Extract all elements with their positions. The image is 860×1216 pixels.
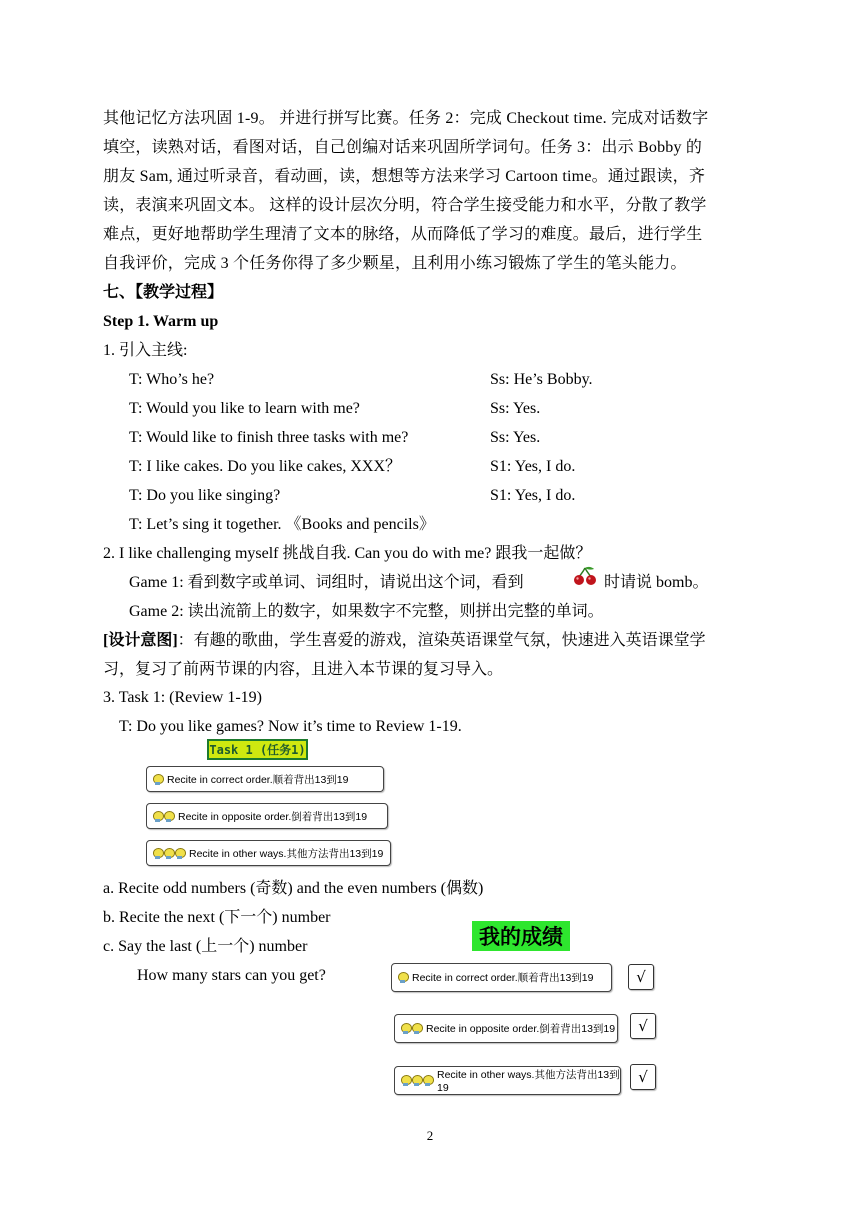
task-option-2 — [146, 803, 388, 829]
score-option-3 — [394, 1066, 621, 1095]
dialogue-teacher-5: T: Do you like singing? — [129, 487, 281, 504]
item3-teacher-line: T: Do you like games? Now it’s time to Review 1-19. — [119, 718, 462, 735]
score-option-text: Recite in other ways.其他方法背出13到19 — [437, 1069, 620, 1094]
task-option-text: Recite in correct order.顺着背出13到19 — [167, 773, 349, 786]
dialogue-student-5: S1: Yes, I do. — [490, 487, 576, 504]
task1-title: Task 1 (任务1) — [207, 739, 308, 760]
check-box-2: √ — [630, 1013, 656, 1039]
item3-label: 3. Task 1: (Review 1-19) — [103, 689, 262, 706]
intro-line-4: 读，表演来巩固文本。 这样的设计层次分明，符合学生接受能力和水平，分散了教学 — [103, 197, 707, 214]
game1-text-end: 时请说 bomb。 — [604, 574, 709, 591]
star-bulb-icons — [400, 1023, 422, 1034]
design-intent-label: [设计意图] — [103, 632, 178, 649]
design-intent-line-1 — [103, 630, 758, 652]
dialogue-teacher-3: T: Would like to finish three tasks with me? — [129, 429, 409, 446]
game1-text: Game 1: 看到数字或单词、词组时，请说出这个词，看到 — [129, 574, 524, 591]
task-option-text: Recite in other ways.其他方法背出13到19 — [189, 847, 384, 860]
bulb-icon — [163, 848, 174, 859]
dialogue-student-3: Ss: Yes. — [490, 429, 541, 446]
dialogue-teacher-1: T: Who’s he? — [129, 371, 215, 388]
bulb-icon — [152, 774, 163, 785]
task-option-3 — [146, 840, 391, 866]
item2-label: 2. I like challenging myself 挑战自我. Can you do with me? 跟我一起做？ — [103, 545, 592, 562]
section-heading: 七、【教学过程】 — [103, 284, 224, 301]
cherry-icon — [573, 566, 597, 586]
bulb-icon — [174, 848, 185, 859]
dialogue-teacher-4: T: I like cakes. Do you like cakes, XXX？ — [129, 458, 402, 475]
sub-item-c: c. Say the last (上一个) number — [103, 938, 308, 955]
page-number: 2 — [426, 1128, 434, 1143]
bulb-icon — [400, 1023, 411, 1034]
task-option-text: Recite in opposite order.倒着背出13到19 — [178, 810, 368, 823]
bulb-icon — [397, 972, 408, 983]
bulb-icon — [152, 848, 163, 859]
intro-line-3: 朋友 Sam, 通过听录音，看动画，读，想想等方法来学习 Cartoon time。通过跟读，齐 — [103, 168, 706, 185]
intro-line-1: 其他记忆方法巩固 1-9。 并进行拼写比赛。任务 2：完成 Checkout time. 完成对话数字 — [103, 110, 709, 127]
design-intent-line-2: 习，复习了前两节课的内容，且进入本节课的复习导入。 — [103, 661, 504, 678]
bulb-icon — [163, 811, 174, 822]
score-option-text: Recite in opposite order.倒着背出13到19 — [426, 1023, 616, 1035]
dialogue-student-2: Ss: Yes. — [490, 400, 541, 417]
bulb-icon — [411, 1023, 422, 1034]
stars-question: How many stars can you get? — [137, 967, 326, 984]
intro-line-6: 自我评价，完成 3 个任务你得了多少颗星，且利用小练习锻炼了学生的笔头能力。 — [103, 255, 687, 272]
step1-heading: Step 1. Warm up — [103, 313, 219, 330]
dialogue-student-4: S1: Yes, I do. — [490, 458, 576, 475]
dialogue-teacher-6: T: Let’s sing it together. 《Books and pencils》 — [129, 516, 435, 533]
sub-item-a: a. Recite odd numbers (奇数) and the even numbers (偶数) — [103, 880, 484, 897]
score-option-2 — [394, 1014, 618, 1043]
bulb-icon — [400, 1075, 411, 1086]
star-bulb-icons — [397, 972, 408, 983]
star-bulb-icons — [400, 1075, 433, 1086]
intro-line-5: 难点，更好地帮助学生理清了文本的脉络，从而降低了学习的难度。最后，进行学生 — [103, 226, 703, 243]
bulb-icon — [152, 811, 163, 822]
check-box-3: √ — [630, 1064, 656, 1090]
sub-item-b: b. Recite the next (下一个) number — [103, 909, 331, 926]
bulb-icon — [411, 1075, 422, 1086]
dialogue-student-1: Ss: He’s Bobby. — [490, 371, 593, 388]
star-bulb-icons — [152, 848, 185, 859]
game2-text: Game 2: 读出流箭上的数字，如果数字不完整，则拼出完整的单词。 — [129, 603, 604, 620]
bulb-icon — [422, 1075, 433, 1086]
dialogue-teacher-2: T: Would you like to learn with me? — [129, 400, 360, 417]
score-option-text: Recite in correct order.顺着背出13到19 — [412, 972, 594, 984]
design-intent-text: ：有趣的歌曲，学生喜爱的游戏，渲染英语课堂气氛，快速进入英语课堂学 — [177, 632, 706, 649]
score-option-1 — [391, 963, 612, 992]
task-option-1 — [146, 766, 384, 792]
star-bulb-icons — [152, 774, 163, 785]
item1-label: 1. 引入主线: — [103, 342, 188, 359]
star-bulb-icons — [152, 811, 174, 822]
intro-line-2: 填空，读熟对话，看图对话，自己创编对话来巩固所学词句。任务 3：出示 Bobby 的 — [103, 139, 703, 156]
check-box-1: √ — [628, 964, 654, 990]
score-title: 我的成绩 — [472, 921, 570, 951]
